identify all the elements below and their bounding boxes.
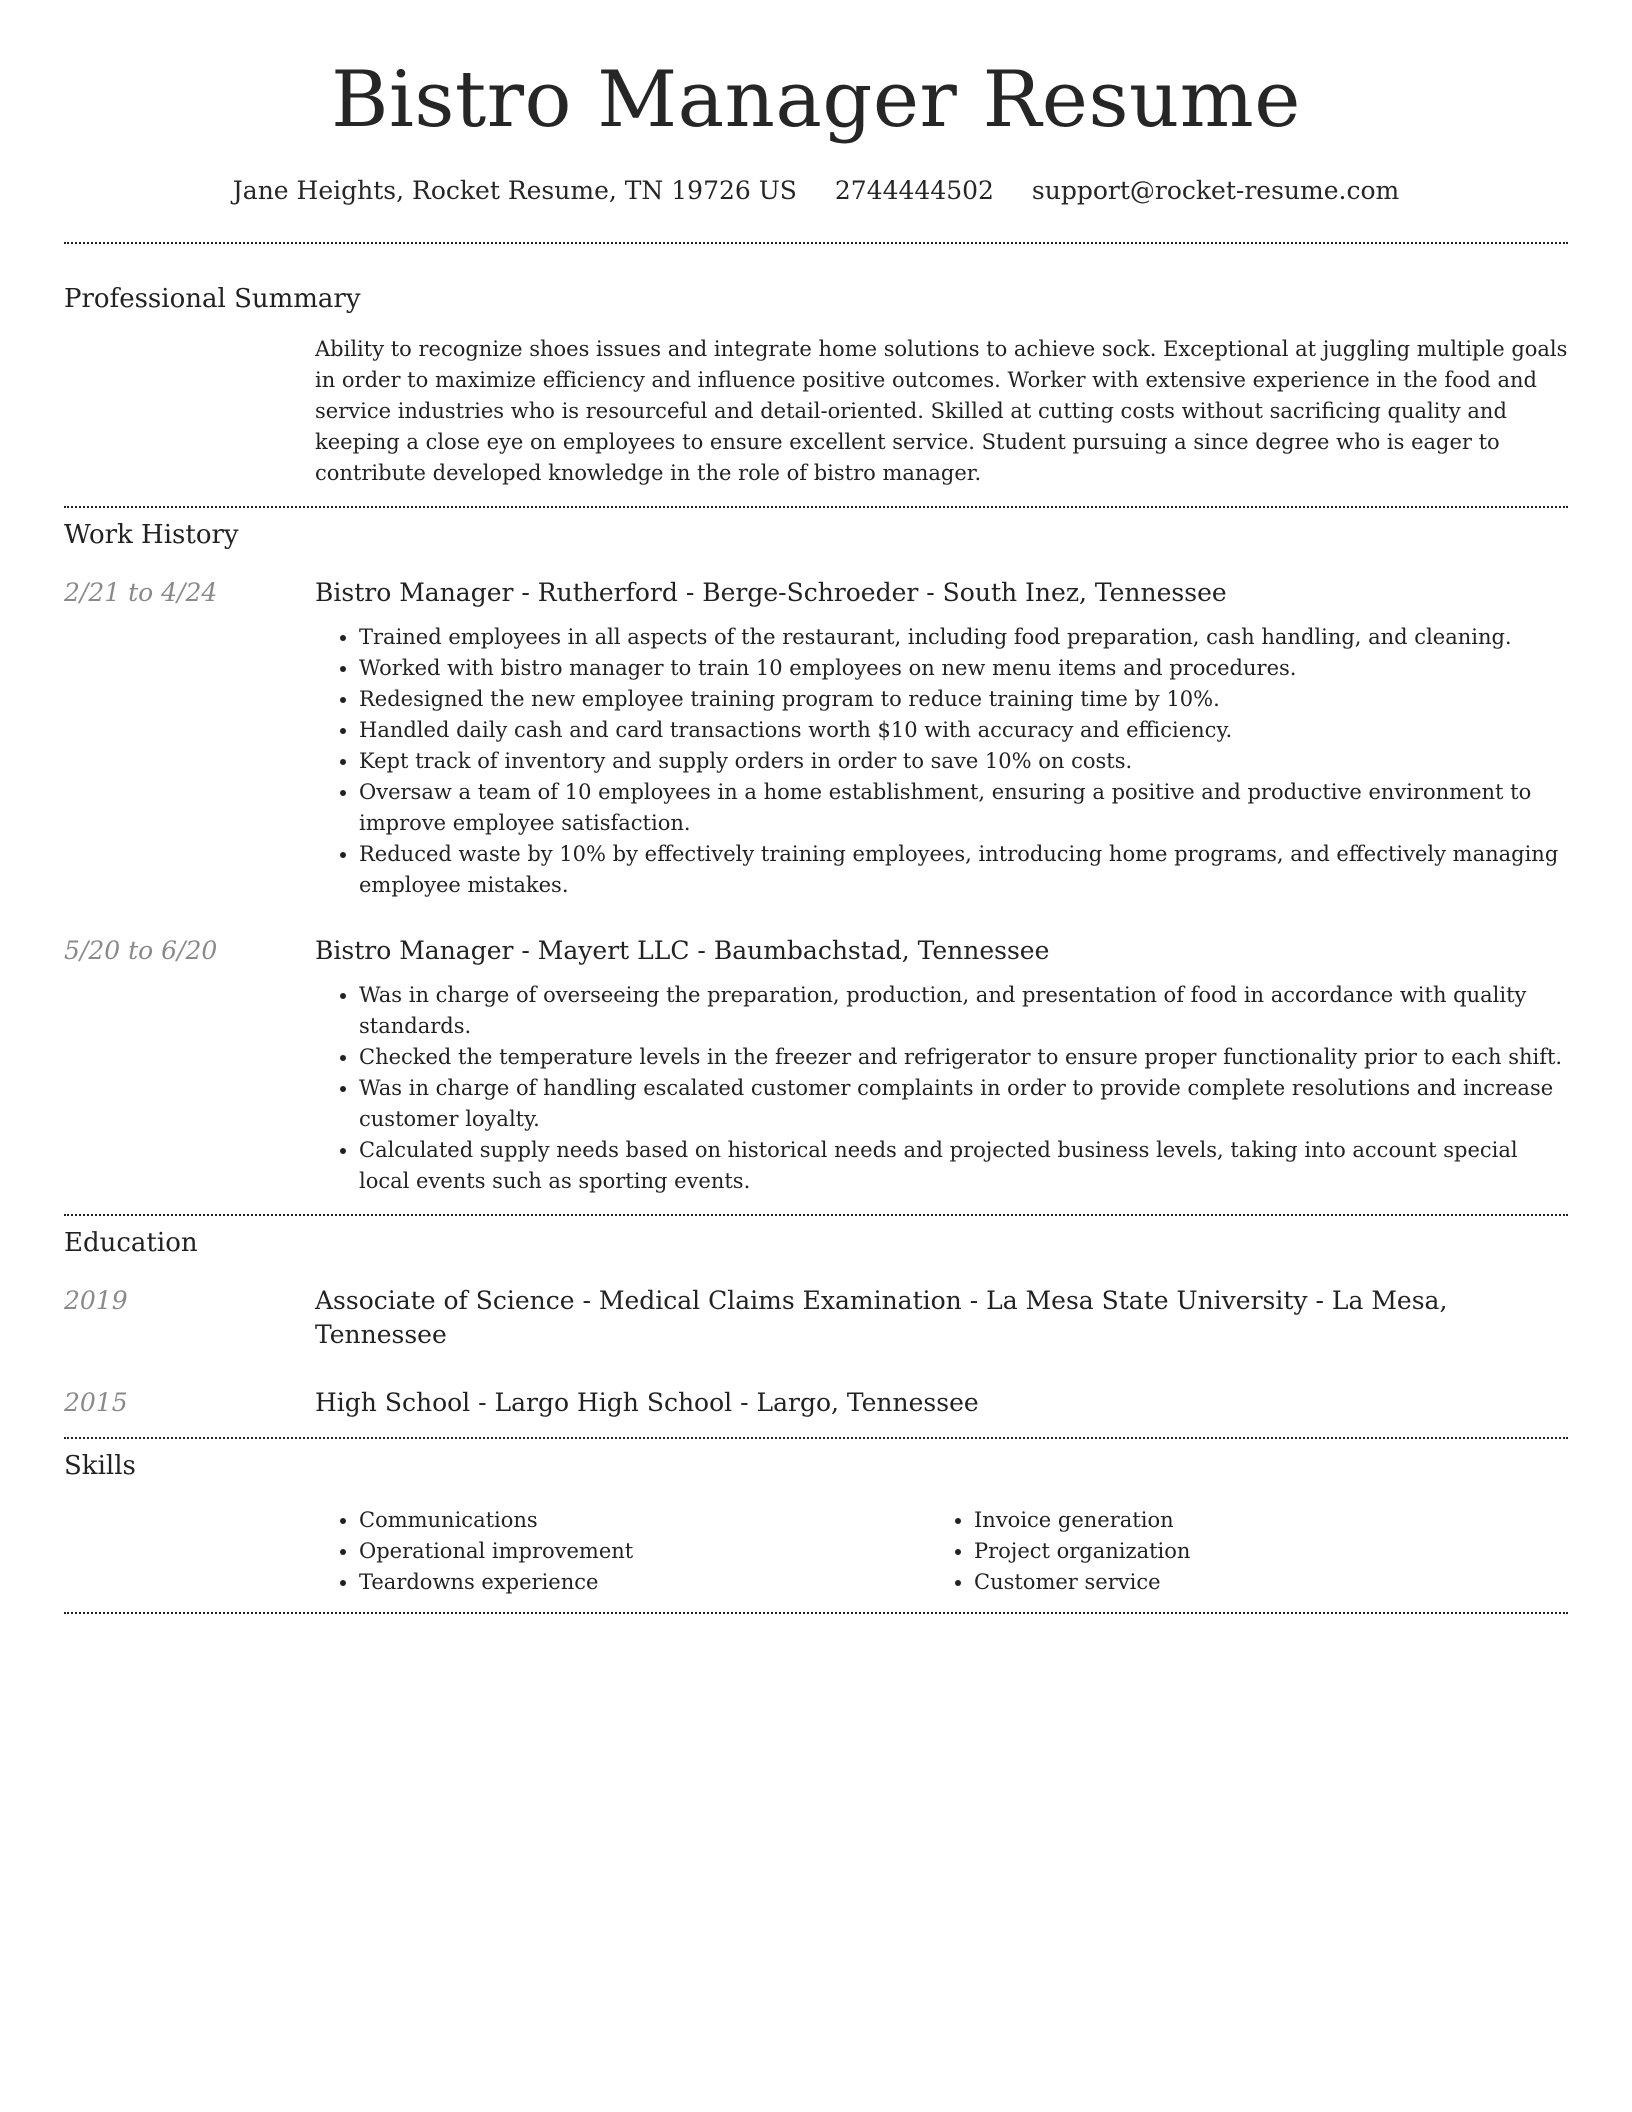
skills-column-right [930, 1505, 1545, 1598]
job-bullets [315, 980, 1568, 1197]
job-bullet: • Was in charge of overseeing the preparation, production, and presentation of food in accordance with quality standards. [359, 980, 1568, 1042]
skill-item: • Teardowns experience [359, 1567, 930, 1598]
job-bullet: • Kept track of inventory and supply orders in order to save 10% on costs. [359, 746, 1568, 777]
job-dates: 5/20 to 6/20 [64, 936, 218, 965]
skills-list [315, 1505, 1568, 1598]
summary-block [315, 334, 1568, 489]
job-bullet: • Worked with bistro manager to train 10 employees on new menu items and procedures. [359, 653, 1568, 684]
section-title-education: Education [64, 1228, 198, 1258]
contact-address: Jane Heights, Rocket Resume, TN 19726 US [232, 176, 797, 205]
divider-summary [64, 506, 1568, 508]
job-bullet: • Calculated supply needs based on historical needs and projected business levels, taking into account special local events such as sporting events. [359, 1135, 1568, 1197]
job-bullet: • Reduced waste by 10% by effectively training employees, introducing home programs, and effectively managing employee mistakes. [359, 839, 1568, 901]
resume-title: Bistro Manager Resume [331, 55, 1301, 145]
job-dates: 2/21 to 4/24 [64, 578, 218, 607]
divider-work [64, 1214, 1568, 1216]
job-bullets [315, 622, 1568, 901]
skill-item: • Operational improvement [359, 1536, 930, 1567]
job-title: Bistro Manager - Mayert LLC - Baumbachstad, Tennessee [315, 936, 1050, 965]
skill-item: • Invoice generation [974, 1505, 1545, 1536]
skills-column-left [315, 1505, 930, 1598]
divider-skills [64, 1612, 1568, 1614]
skill-item: • Communications [359, 1505, 930, 1536]
contact-line [64, 174, 1568, 208]
job-entry [64, 934, 1568, 1197]
job-bullet: • Trained employees in all aspects of the restaurant, including food preparation, cash handling, and cleaning. [359, 622, 1568, 653]
job-title: Bistro Manager - Rutherford - Berge-Schroeder - South Inez, Tennessee [315, 578, 1227, 607]
divider-education [64, 1437, 1568, 1439]
contact-phone: 2744444502 [834, 176, 994, 205]
job-entry [64, 576, 1568, 901]
divider-header [64, 242, 1568, 244]
job-bullet: • Oversaw a team of 10 employees in a home establishment, ensuring a positive and productive environment to improve employee satisfaction. [359, 777, 1568, 839]
resume-page [64, 0, 1568, 1614]
education-detail: High School - Largo High School - Largo, Tennessee [315, 1388, 979, 1417]
job-bullet: • Was in charge of handling escalated customer complaints in order to provide complete resolutions and increase customer loyalty. [359, 1073, 1568, 1135]
summary-text: Ability to recognize shoes issues and integrate home solutions to achieve sock. Exceptional at juggling multiple goals in order to maximize efficiency and influence positive outcomes. Worker with extensive experience in the food and service industries who is resourceful and detail-oriented. Skilled at cutting costs without sacrificing quality and keeping a close eye on employees to ensure excellent service. Student pursuing a since degree who is eager to contribute developed knowledge in the role of bistro manager. [315, 337, 1568, 485]
education-detail: Associate of Science - Medical Claims Examination - La Mesa State University - La Mesa, Tennessee [315, 1286, 1448, 1349]
job-bullet: • Checked the temperature levels in the freezer and refrigerator to ensure proper functionality prior to each shift. [359, 1042, 1568, 1073]
education-entry [64, 1284, 1568, 1352]
section-title-summary: Professional Summary [64, 284, 361, 314]
section-title-work-history: Work History [64, 520, 239, 550]
education-entry [64, 1386, 1568, 1420]
contact-email: support@rocket-resume.com [1031, 176, 1400, 205]
section-title-skills: Skills [64, 1451, 136, 1481]
skill-item: • Customer service [974, 1567, 1545, 1598]
job-bullet: • Handled daily cash and card transactions worth $10 with accuracy and efficiency. [359, 715, 1568, 746]
job-bullet: • Redesigned the new employee training program to reduce training time by 10%. [359, 684, 1568, 715]
education-year: 2015 [64, 1388, 128, 1417]
skill-item: • Project organization [974, 1536, 1545, 1567]
education-year: 2019 [64, 1286, 128, 1315]
